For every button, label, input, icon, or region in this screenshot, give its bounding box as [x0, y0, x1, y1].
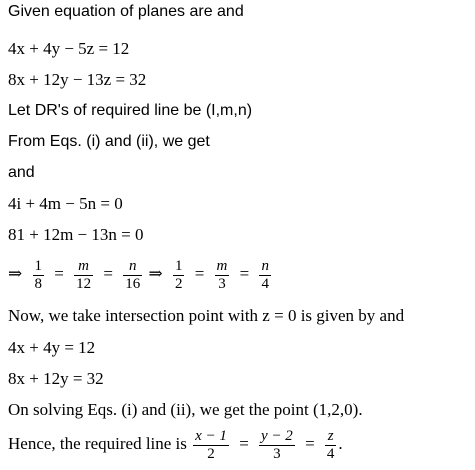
intro-text: Given equation of planes are and — [8, 3, 244, 20]
fraction: $\frac{y - 2}{3}$ — [261, 427, 293, 462]
and-text: and — [8, 164, 35, 181]
fraction: $\frac{1}{8}$ — [34, 257, 42, 292]
fraction: $\frac{n}{4}$ — [261, 257, 269, 292]
plane-equation-1: 4x + 4y − 5z = 12 — [8, 39, 130, 58]
from-equations-text: From Eqs. (i) and (ii), we get — [8, 133, 210, 150]
solution-point-text: On solving Eqs. (i) and (ii), we get the point (1,2,0). — [8, 400, 363, 419]
implies-arrow: ⇒ — [8, 264, 23, 283]
intersection-equation-2: 8x + 12y = 32 — [8, 369, 104, 388]
fraction: $\frac{1}{2}$ — [174, 257, 183, 292]
fraction: $\frac{z}{4}$ — [326, 427, 335, 462]
intersection-equation-1: 4x + 4y = 12 — [8, 338, 96, 357]
fraction: $\frac{x - 1}{2}$ — [195, 427, 227, 462]
final-line-equation: Hence, the required line is $\frac{x - 1}{2}$ = $\frac{y - 2}{3}$ = $\frac{z}{4}$ . — [8, 427, 343, 462]
final-period: . — [338, 434, 343, 453]
fraction: $\frac{m}{12}$ — [76, 257, 92, 292]
fraction: $\frac{n}{16}$ — [125, 257, 141, 292]
final-prefix: Hence, the required line is — [8, 434, 187, 453]
dr-equation-2: 81 + 12m − 13n = 0 — [8, 225, 144, 244]
ratio-line: ⇒ $\frac{1}{8}$ = $\frac{m}{12}$ = $\frac{n}{16}$ ⇒ $\frac{1}{2}$ = $\frac{m}{3}$ = $\frac{n}{4}$ — [8, 257, 269, 292]
fraction: $\frac{m}{3}$ — [216, 257, 228, 292]
implies-arrow: ⇒ — [148, 264, 163, 283]
intersection-text: Now, we take intersection point with z = 0 is given by and — [8, 306, 405, 325]
dr-equation-1: 4i + 4m − 5n = 0 — [8, 194, 123, 213]
direction-ratios-text: Let DR's of required line be (I,m,n) — [8, 102, 253, 119]
plane-equation-2: 8x + 12y − 13z = 32 — [8, 70, 147, 89]
